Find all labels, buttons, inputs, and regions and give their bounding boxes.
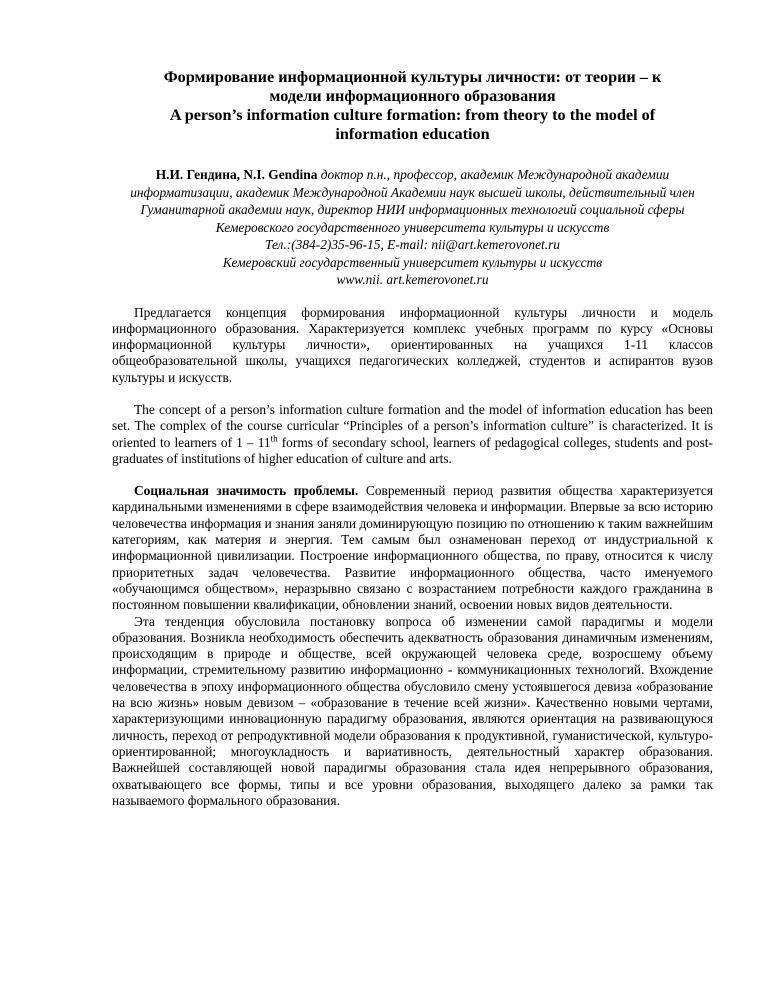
title-en-line2: information education bbox=[335, 125, 490, 143]
author-block bbox=[112, 166, 713, 289]
body-paragraph-1 bbox=[112, 483, 713, 613]
author-credentials: доктор п.н., профессор, академик Международной академии информатизации, академик Международной Академии наук высшей школы, действительный член Гуманитарной академии наук, директор НИИ информационных технологий социальной сферы Кемеровского государственного университета культуры и искусств bbox=[130, 167, 695, 235]
body-paragraph-1-text: Современный период развития общества характеризуется кардинальными изменениями в сфере взаимодействия человека и информации. Впервые за всю историю человечества информация и знания заняли доминирующую позицию по отношению к таким важнейшим категориям, как материя и энергия. Тем самым был ознаменован переход от индустриальной к информационной цивилизации. Построение информационного общества, по праву, относится к числу приоритетных задач человечества. Развитие информационного общества, часто именуемого «обучающимся обществом», неразрывно связано с возрастанием потребности каждого гражданина в постоянном повышении квалификации, обновлении знаний, освоении новых видов деятельности. bbox=[112, 483, 713, 613]
abstract-en-superscript: th bbox=[270, 433, 278, 444]
abstract-en bbox=[112, 402, 713, 467]
title-en-line1: A person’s information culture formation: from theory to the model of bbox=[169, 106, 656, 124]
author-contact: Тел.:(384-2)35-96-15, E-mail: nii@art.kemerovonet.ru bbox=[264, 237, 560, 252]
title-ru-line1: Формирование информационной культуры личности: от теории – к bbox=[163, 68, 662, 86]
section-lead-heading: Социальная значимость проблемы. bbox=[134, 483, 359, 499]
abstract-ru: Предлагается концепция формирования информационной культуры личности и модель информационного образования. Характеризуется комплекс учебных программ по курсу «Основы информационной культуры личности», ориентированных на учащихся 1-11 классов общеобразовательной школы, учащихся педагогических колледжей, студентов и аспирантов вузов культуры и искусств. bbox=[112, 304, 713, 385]
author-website: www.nii. art.kemerovonet.ru bbox=[336, 272, 489, 287]
title-ru-line2: модели информационного образования bbox=[269, 87, 556, 105]
document-page bbox=[112, 68, 713, 809]
abstract-en-part1: The concept of a person’s information culture formation and the model of information education has been set. The complex of the course curricular “Principles of a person’s information culture” is characterized. It is oriented to learners of 1 – 11 bbox=[112, 401, 713, 450]
author-names: Н.И. Гендина, N.I. Gendina bbox=[155, 167, 318, 182]
paper-title bbox=[112, 68, 713, 144]
author-info bbox=[112, 166, 713, 236]
body-paragraph-2: Эта тенденция обусловила постановку вопроса об изменении самой парадигмы и модели образования. Возникла необходимость обеспечить адекватность образования динамичным изменениям, происходящим в природе и обществе, всей окружающей человека среде, возросшему объему информации, стремительному развитию информационно - коммуникационных технологий. Вхождение человечества в эпоху информационного общества обусловило смену устоявшегося девиза «образование на всю жизнь» новым девизом – «образование в течение всей жизни». Качественно новыми чертами, характеризующими инновационную парадигму образования, являются ориентация на развивающуюся личность, переход от репродуктивной модели образования к продуктивной, гуманистической, культуро-ориентированной; многоукладность и вариативность, деятельностный характер образования. Важнейшей составляющей новой парадигмы образования стала идея непрерывного образования, охватывающего все формы, типы и все уровни образования, выходящего далеко за рамки так называемого формального образования. bbox=[112, 613, 713, 808]
author-affiliation: Кемеровский государственный университет культуры и искусств bbox=[222, 254, 603, 270]
abstract-en-part2: forms of secondary school, learners of pedagogical colleges, students and post-graduates of institutions of higher education of culture and arts. bbox=[112, 434, 713, 466]
